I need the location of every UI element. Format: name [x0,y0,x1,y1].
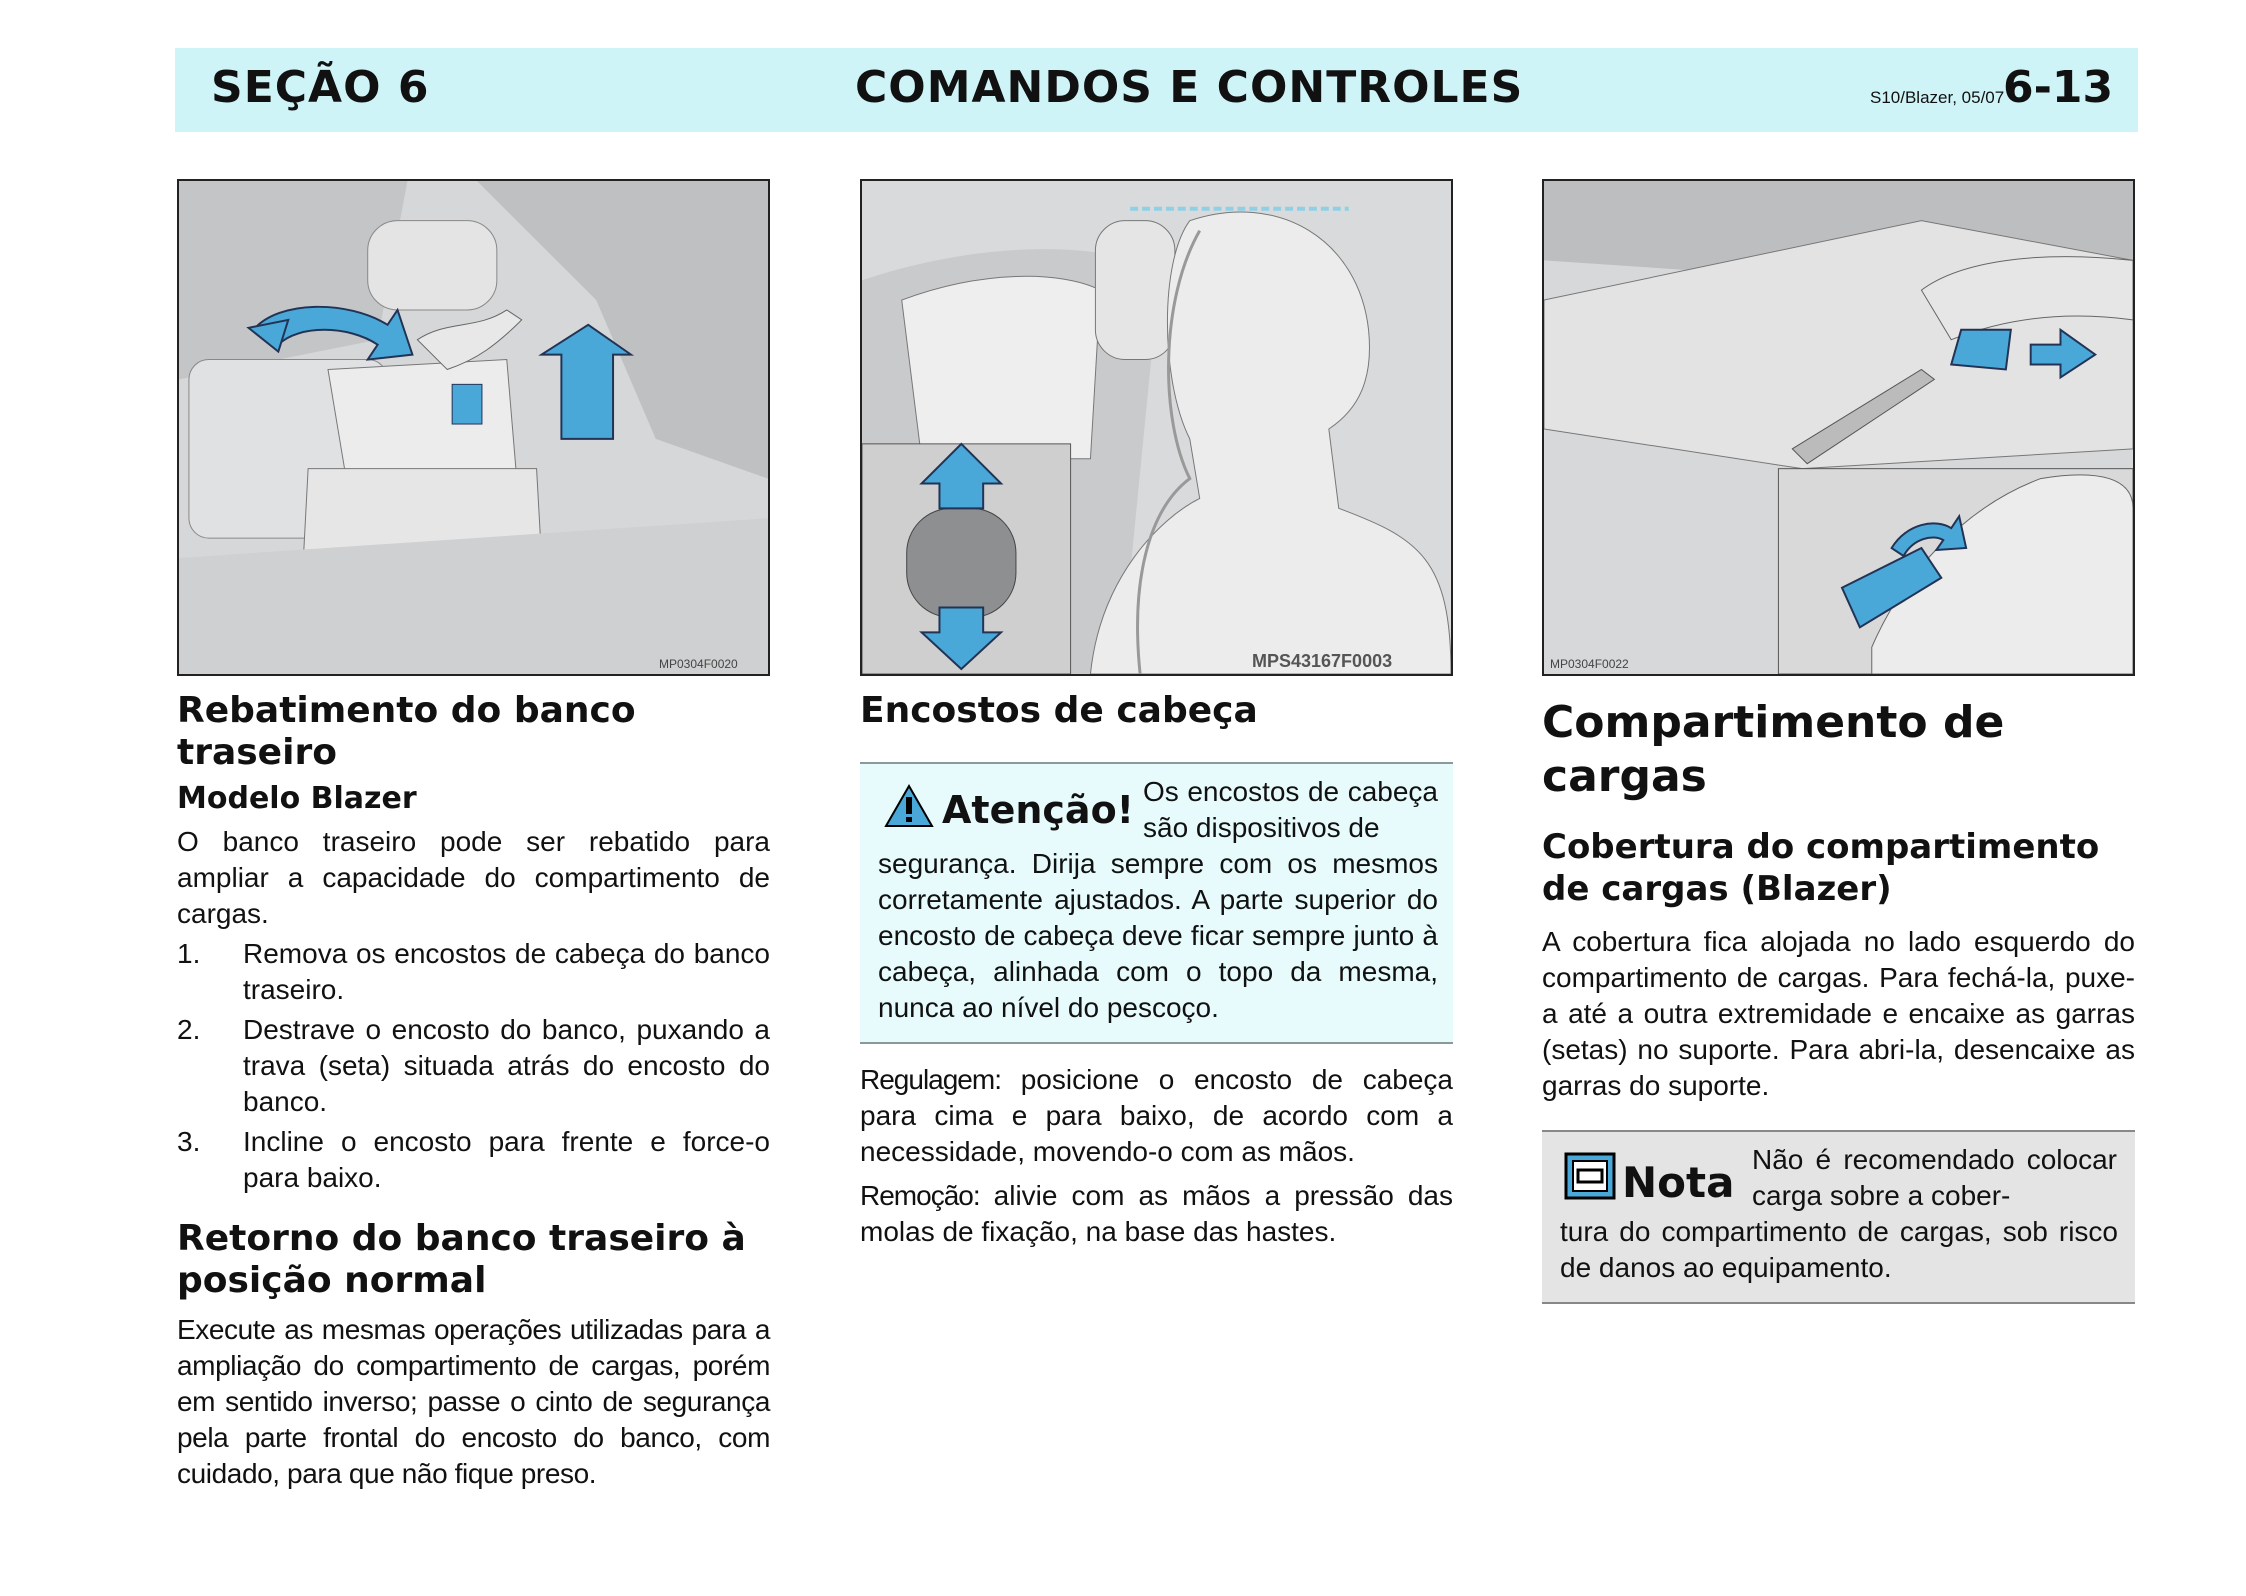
intro-paragraph: O banco traseiro pode ser rebatido para ampliar a capacidade do compartimento de cargas. [177,826,770,929]
column-rear-seat [177,690,770,1492]
regulation-paragraph: Regulagem: posicione o encosto de cabeça para cima e para baixo, de acordo com a necessidade, movendo-o com as mãos. [860,1064,1453,1167]
warning-icon [884,784,934,828]
heading-rear-seat-return: Retorno do banco traseiro à posição normal [177,1218,746,1301]
figure-code: MPS43167F0003 [1252,651,1393,671]
subheading-cargo-cover: Cobertura do compartimento de cargas (Blazer) [1542,827,2100,909]
return-paragraph: Execute as mesmas operações utilizadas para a ampliação do compartimento de cargas, porém em sentido inverso; passe o cinto de segurança pela parte frontal do encosto do banco, com cuidado, para que não fique preso. [177,1314,770,1489]
list-item: 3. Incline o encosto para frente e force-o para baixo. [177,1126,770,1193]
page-number: 6-13 [2003,62,2114,113]
list-item: 2. Destrave o encosto do banco, puxando a trava (seta) situada atrás do encosto do banco. [177,1014,770,1117]
attention-label: Atenção! [942,788,1135,832]
note-box [1542,1130,2135,1304]
list-item: 1. Remova os encostos de cabeça do banco traseiro. [177,938,770,1005]
note-icon [1564,1152,1616,1200]
column-cargo [1542,696,2135,1104]
subheading-model: Modelo Blazer [177,781,417,816]
attention-box [860,762,1453,1044]
cargo-paragraph: A cobertura fica alojada no lado esquerdo do compartimento de cargas. Para fechá-la, puxe-a até a outra extremidade e encaixe as garras (setas) no suporte. Para abri-la, desencaixe as garras do suporte. [1542,926,2135,1101]
figure-rear-seat [177,179,770,676]
removal-paragraph: Remoção: alivie com as mãos a pressão das molas de fixação, na base das hastes. [860,1180,1453,1247]
head-restraint-instructions [860,1062,1453,1250]
chapter-title: COMANDOS E CONTROLES [855,62,1524,113]
heading-cargo-compartment: Compartimento de cargas [1542,697,2005,802]
figure-code: MP0304F0020 [659,657,738,671]
edition-label: S10/Blazer, 05/07 [1870,88,2005,107]
note-label: Nota [1622,1158,1735,1207]
page-header [175,48,2138,132]
steps-list [177,936,770,1196]
section-label: SEÇÃO 6 [211,62,430,113]
removal-label: Remoção: [860,1180,980,1211]
figure-code: MP0304F0022 [1550,657,1629,671]
figure-cargo-cover [1542,179,2135,676]
heading-head-restraints: Encostos de cabeça [860,690,1258,731]
note-text: tura do compartimento de cargas, sob risco de danos ao equipamento. [1560,1216,2118,1283]
attention-intro: Os encostos de cabeça são dispositivos de [1143,776,1438,843]
note-intro: Não é recomendado colocar carga sobre a cober- [1752,1144,2117,1211]
heading-rear-seat-fold: Rebatimento do banco traseiro [177,690,636,773]
figure-head-restraint [860,179,1453,676]
column-head-restraint [860,690,1453,732]
attention-text: segurança. Dirija sempre com os mesmos corretamente ajustados. A parte superior do encosto de cabeça deve ficar sempre junto à cabeça, alinhada com o topo da mesma, nunca ao nível do pescoço. [878,848,1438,1023]
regulation-label: Regulagem: [860,1064,1001,1095]
